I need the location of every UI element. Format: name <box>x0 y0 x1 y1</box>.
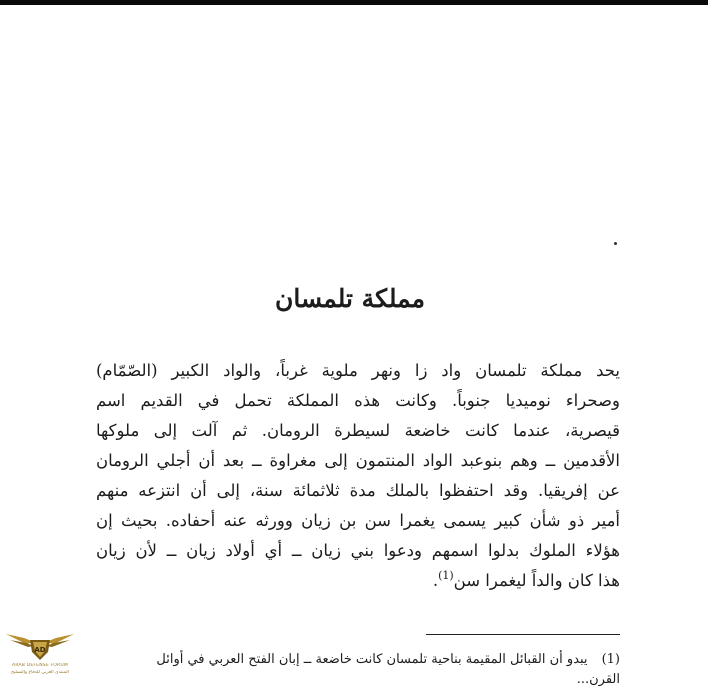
paragraph-line: أمير ذو شأن كبير يسمى يغمرا سن بن زيان وورثه عنه أحفاده. بحيث إن <box>96 511 620 530</box>
paragraph-line: يحد مملكة تلمسان واد زا ونهر ملوية غرباً، والواد الكبير (الصّمّام) <box>96 361 620 380</box>
paragraph-line-text: هذا كان والداً ليغمرا سن <box>453 571 620 590</box>
footnote <box>100 650 620 690</box>
scan-dot <box>614 242 617 245</box>
footnote-line-continued: القرن... <box>576 672 620 687</box>
eagle-emblem-icon <box>4 628 76 664</box>
watermark-name: ARAB DEFENSE FORUM <box>12 663 68 668</box>
paragraph-line: الأقدمين ــ وهم بنوعبد الواد المنتمون إلى مغراوة ــ بعد أن أجلي الرومان <box>96 451 620 470</box>
paragraph-line: قيصرية، عندما كانت خاضعة لسيطرة الرومان. ثم آلت إلى ملوكها <box>96 421 620 440</box>
sentence-end: . <box>432 571 439 590</box>
footnote-divider <box>426 634 620 635</box>
logo-letters: AD <box>34 646 46 654</box>
watermark-logo <box>4 628 76 680</box>
page-title: مملكة تلمسان <box>275 284 425 313</box>
body-paragraph <box>96 356 620 596</box>
footnote-number: (1) <box>601 652 620 667</box>
paragraph-line: عن إفريقيا. وقد احتفظوا بالملك مدة ثلاثمائة سنة، إلى أن انتزعه منهم <box>96 481 620 500</box>
footnote-text: يبدو أن القبائل المقيمة بناحية تلمسان كانت خاضعة ــ إبان الفتح العربي في أوائل <box>156 652 588 667</box>
watermark-subtitle: المنتدى العربي للدفاع والتسليح <box>11 670 69 675</box>
paragraph-line: هؤلاء الملوك بدلوا اسمهم ودعوا بني زيان ــ أي أولاد زيان ــ لأن زيان <box>96 541 620 560</box>
footnote-reference[interactable]: (1) <box>438 569 454 582</box>
top-border <box>0 0 708 5</box>
paragraph-line: وصحراء نوميديا جنوباً. وكانت هذه المملكة تحمل في القديم اسم <box>96 391 620 410</box>
footnote-line <box>100 650 620 670</box>
paragraph-last-line <box>96 566 620 596</box>
